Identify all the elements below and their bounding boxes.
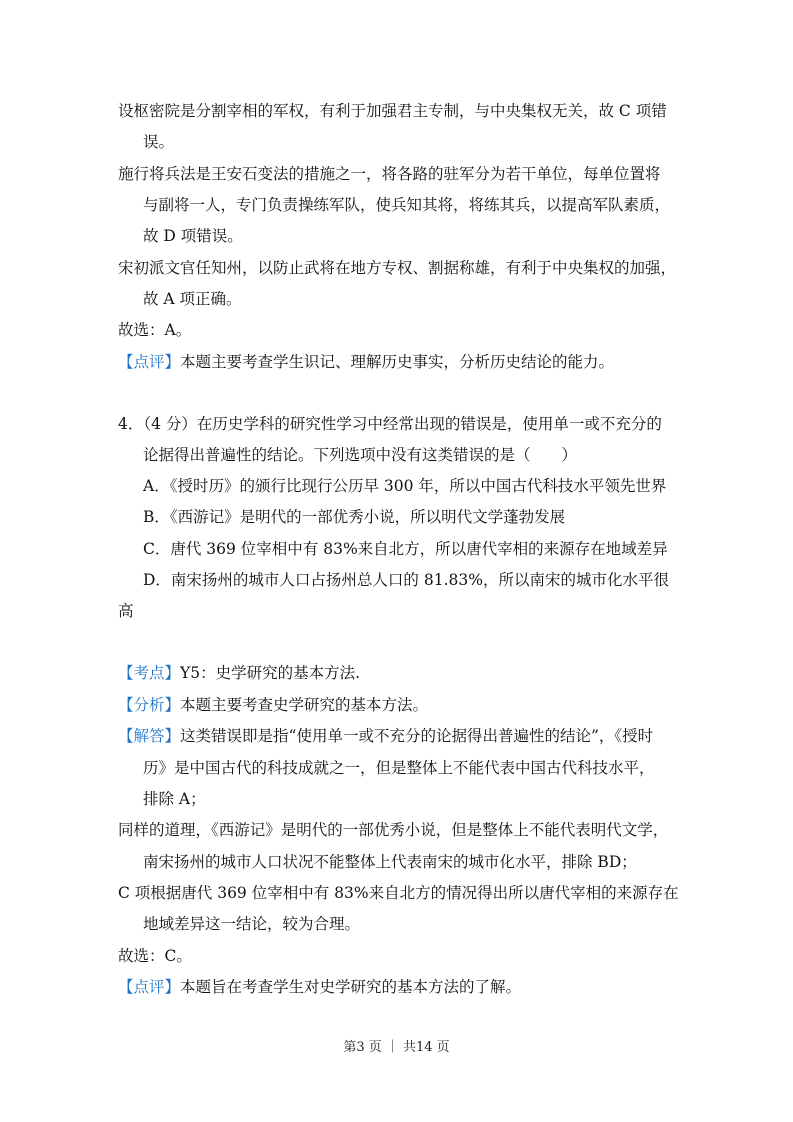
text-line: 误。 [143,133,175,151]
text-line: 同样的道理，《西游记》是明代的一部优秀小说，但是整体上不能代表明代文学， [118,821,669,839]
jieda-line: 排除 A； [143,790,206,808]
comment-tag: 【点评】 [118,978,181,996]
text-line: 与副将一人，专门负责操练军队，使兵知其将，将练其兵，以提高军队素质， [143,196,671,214]
text-line: 施行将兵法是王安石变法的措施之一，将各路的驻军分为若干单位，每单位置将 [118,165,661,183]
fenxi-text: 本题主要考查史学研究的基本方法。 [180,696,429,714]
text-line: 南宋扬州的城市人口状况不能整体上代表南宋的城市化水平，排除 BD； [143,853,637,871]
text-line: 宋初派文官任知州，以防止武将在地方专权、割据称雄，有利于中央集权的加强， [118,259,677,277]
text-line: 设枢密院是分割宰相的军权，有利于加强君主专制，与中央集权无关，故 C 项错 [118,102,667,120]
jieda-line: 历》是中国古代的科技成就之一，但是整体上不能代表中国古代科技水平， [143,759,655,777]
comment-line [118,976,693,998]
text-line: C 项根据唐代 369 位宰相中有 83%来自北方的情况得出所以唐代宰相的来源存在 [118,884,679,902]
page-footer: 第3 页 ｜ 共14 页 [343,1040,450,1055]
jieda-tag: 【解答】 [118,727,181,745]
question-stem-line: 4．（4 分）在历史学科的研究性学习中经常出现的错误是，使用单一或不充分的 [118,415,662,433]
comment-text: 本题旨在考查学生对史学研究的基本方法的了解。 [180,978,522,996]
fenxi-tag: 【分析】 [118,696,181,714]
option-d-tail: 高 [118,602,134,620]
kaodian-text: Y5：史学研究的基本方法. [180,664,361,682]
comment-text: 本题主要考查学生识记、理解历史事实，分析历史结论的能力。 [180,353,615,371]
text-line: 故 A 项正确。 [143,290,242,308]
jieda-text: 这类错误即是指“使用单一或不充分的论据得出普遍性的结论”，《授时 [180,727,654,745]
jieda-line [118,725,693,747]
comment-line [118,351,693,373]
text-line: 故选：C。 [118,947,192,965]
text-line: 故选：A。 [118,321,192,339]
option-c: C．唐代 369 位宰相中有 83%来自北方，所以唐代宰相的来源存在地域差异 [143,540,668,558]
kaodian-tag: 【考点】 [118,664,181,682]
option-b: B．《西游记》是明代的一部优秀小说，所以明代文学蓬勃发展 [143,508,566,526]
option-a: A．《授时历》的颁行比现行公历早 300 年，所以中国古代科技水平领先世界 [143,477,667,495]
comment-tag: 【点评】 [118,353,181,371]
question-stem-line: 论据得出普遍性的结论。下列选项中没有这类错误的是（ ） [143,446,578,464]
fenxi-line [118,694,693,716]
option-d: D．南宋扬州的城市人口占扬州总人口的 81.83%，所以南宋的城市化水平很 [143,571,669,589]
text-line: 地域差异这一结论，较为合理。 [143,915,361,933]
kaodian-line [118,662,693,684]
text-line: 故 D 项错误。 [143,227,243,245]
